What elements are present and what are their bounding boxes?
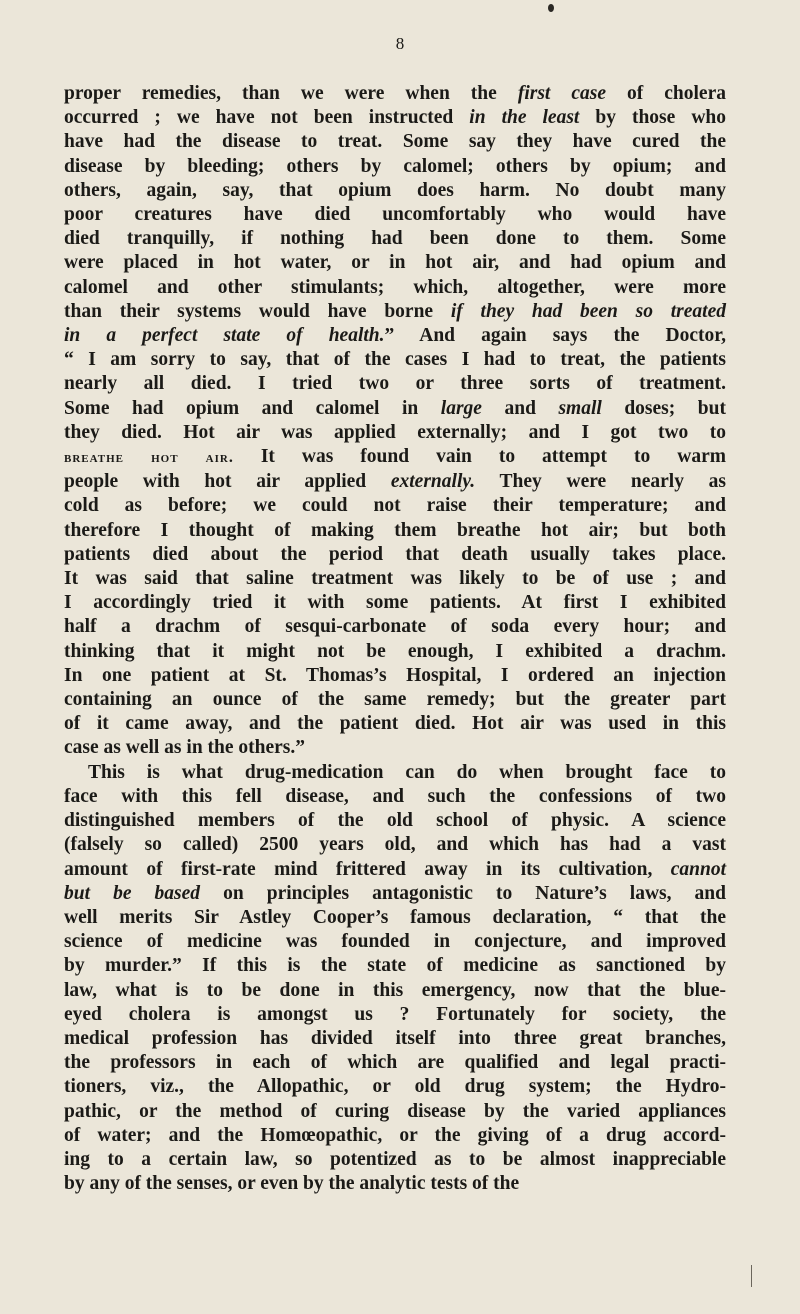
- text-line: [64, 954, 726, 978]
- text-line: [64, 906, 726, 930]
- text-line: [64, 372, 726, 396]
- text-run: calomel and other stimulants; which, altogether, were more: [64, 276, 726, 298]
- print-mark: [751, 1265, 752, 1287]
- text-line: [64, 567, 726, 591]
- text-line: [64, 82, 726, 106]
- text-run: by those who: [579, 107, 726, 129]
- text-run: nearly all died. I tried two or three sorts of treatment.: [64, 373, 726, 395]
- text-line: [64, 882, 726, 906]
- text-run: law, what is to be done in this emergency, now that the blue-: [64, 979, 726, 1001]
- text-line: [64, 227, 726, 251]
- text-line: [64, 785, 726, 809]
- text-run: I accordingly tried it with some patients. At first I exhibited: [64, 592, 726, 614]
- text-line: [64, 348, 726, 372]
- text-line: [64, 1051, 726, 1075]
- text-line: [64, 543, 726, 567]
- text-run: well merits Sir Astley Cooper’s famous declaration, “ that the: [64, 906, 726, 928]
- italic-phrase: in a perfect state of health.: [64, 325, 385, 347]
- text-run: It was said that saline treatment was likely to be of use ; and: [64, 568, 726, 590]
- text-run: half a drachm of sesqui-carbonate of soda every hour; and: [64, 616, 726, 638]
- text-run: Some had opium and calomel in: [64, 397, 441, 419]
- text-line: [64, 421, 726, 445]
- text-run: “ I am sorry to say, that of the cases I had to treat, the patients: [64, 349, 726, 371]
- text-run: eyed cholera is amongst us ? Fortunately for society, the: [64, 1003, 726, 1025]
- text-run: of cholera: [606, 83, 726, 104]
- text-line: [64, 591, 726, 615]
- text-run: others, again, say, that opium does harm. No doubt many: [64, 179, 726, 201]
- text-run: patients died about the period that death usually takes place.: [64, 543, 726, 565]
- text-line: [64, 712, 726, 736]
- text-line: [64, 130, 726, 154]
- text-line: [64, 251, 726, 275]
- text-run: of water; and the Homœopathic, or the giving of a drug accord-: [64, 1124, 726, 1146]
- italic-phrase: large: [440, 397, 482, 419]
- text-run: In one patient at St. Thomas’s Hospital, I ordered an injection: [64, 664, 726, 686]
- text-line: [64, 1003, 726, 1027]
- text-run: ” And again says the Doctor,: [384, 325, 726, 347]
- italic-phrase: if they had been so treated: [450, 300, 727, 322]
- text-run: on principles antagonistic to Nature’s laws, and: [200, 882, 726, 904]
- text-line: [64, 615, 726, 639]
- italic-phrase: but be based: [64, 882, 201, 904]
- text-run: and: [481, 397, 559, 419]
- text-run: occurred ; we have not been instructed: [64, 107, 470, 129]
- text-line: [64, 1100, 726, 1124]
- text-run: pathic, or the method of curing disease by the varied appliances: [64, 1100, 726, 1122]
- text-line: [64, 276, 726, 300]
- italic-phrase: small: [558, 397, 602, 419]
- text-line: [64, 203, 726, 227]
- text-run: face with this fell disease, and such the confessions of two: [64, 785, 726, 807]
- text-run: than their systems would have borne: [64, 300, 451, 322]
- body-text: [64, 82, 726, 1196]
- text-line: [64, 1075, 726, 1099]
- text-line: [64, 1172, 726, 1196]
- text-run: containing an ounce of the same remedy; but the greater part: [64, 689, 726, 711]
- text-line: [64, 736, 726, 760]
- italic-phrase: in the least: [469, 107, 580, 129]
- text-run: thinking that it might not be enough, I exhibited a drachm.: [64, 640, 726, 662]
- text-line: [64, 930, 726, 954]
- text-line: [64, 833, 726, 857]
- text-line: [64, 519, 726, 543]
- text-line: [64, 858, 726, 882]
- text-line: [64, 979, 726, 1003]
- text-run: have had the disease to treat. Some say they have cured the: [64, 131, 726, 153]
- text-line: [64, 445, 726, 470]
- text-line: [64, 300, 726, 324]
- text-run: science of medicine was founded in conjecture, and improved: [64, 931, 726, 953]
- text-line: [64, 397, 726, 421]
- text-run: medical profession has divided itself into three great branches,: [64, 1027, 726, 1049]
- page-number: 8: [395, 34, 405, 53]
- text-line: [64, 761, 726, 785]
- text-run: disease by bleeding; others by calomel; others by opium; and: [64, 155, 726, 177]
- text-run: by murder.” If this is the state of medicine as sanctioned by: [64, 955, 726, 977]
- text-line: [64, 1124, 726, 1148]
- text-run: It was found vain to attempt to warm: [233, 446, 726, 468]
- italic-phrase: first case: [517, 83, 606, 104]
- text-line: [64, 640, 726, 664]
- text-run: tioners, viz., the Allopathic, or old drug system; the Hydro-: [64, 1076, 726, 1098]
- text-run: by any of the senses, or even by the analytic tests of the: [64, 1173, 520, 1195]
- text-run: poor creatures have died uncomfortably who would have: [64, 204, 726, 226]
- text-line: [64, 664, 726, 688]
- text-line: [64, 324, 726, 348]
- text-run: amount of first-rate mind frittered away in its cultivation,: [64, 858, 671, 880]
- text-run: distinguished members of the old school of physic. A science: [64, 810, 726, 832]
- text-run: cold as before; we could not raise their temperature; and: [64, 495, 726, 517]
- text-run: of it came away, and the patient died. Hot air was used in this: [64, 713, 726, 735]
- text-run: proper remedies, than we were when the: [64, 83, 518, 104]
- text-line: [64, 179, 726, 203]
- text-line: [64, 494, 726, 518]
- text-run: people with hot air applied: [64, 471, 391, 493]
- text-run: They were nearly as: [475, 471, 726, 493]
- text-run: ing to a certain law, so potentized as to be almost inappreciable: [64, 1148, 726, 1170]
- small-caps-phrase: breathe hot air.: [64, 449, 234, 467]
- print-speck: [548, 4, 554, 12]
- italic-phrase: externally.: [390, 471, 476, 493]
- text-run: This is what drug-medication can do when brought face to: [88, 761, 726, 783]
- text-line: [64, 688, 726, 712]
- text-run: were placed in hot water, or in hot air, and had opium and: [64, 252, 726, 274]
- text-line: [64, 470, 726, 494]
- text-run: therefore I thought of making them breathe hot air; but both: [64, 519, 726, 541]
- text-line: [64, 1148, 726, 1172]
- italic-phrase: cannot: [670, 858, 726, 880]
- text-line: [64, 1027, 726, 1051]
- text-run: doses; but: [601, 397, 726, 419]
- text-line: [64, 155, 726, 179]
- text-line: [64, 809, 726, 833]
- text-run: they died. Hot air was applied externally; and I got two to: [64, 421, 726, 443]
- text-run: (falsely so called) 2500 years old, and which has had a vast: [64, 834, 726, 856]
- text-run: case as well as in the others.”: [64, 737, 306, 759]
- text-line: [64, 106, 726, 130]
- text-run: the professors in each of which are qualified and legal practi-: [64, 1052, 726, 1074]
- text-run: died tranquilly, if nothing had been done to them. Some: [64, 228, 726, 250]
